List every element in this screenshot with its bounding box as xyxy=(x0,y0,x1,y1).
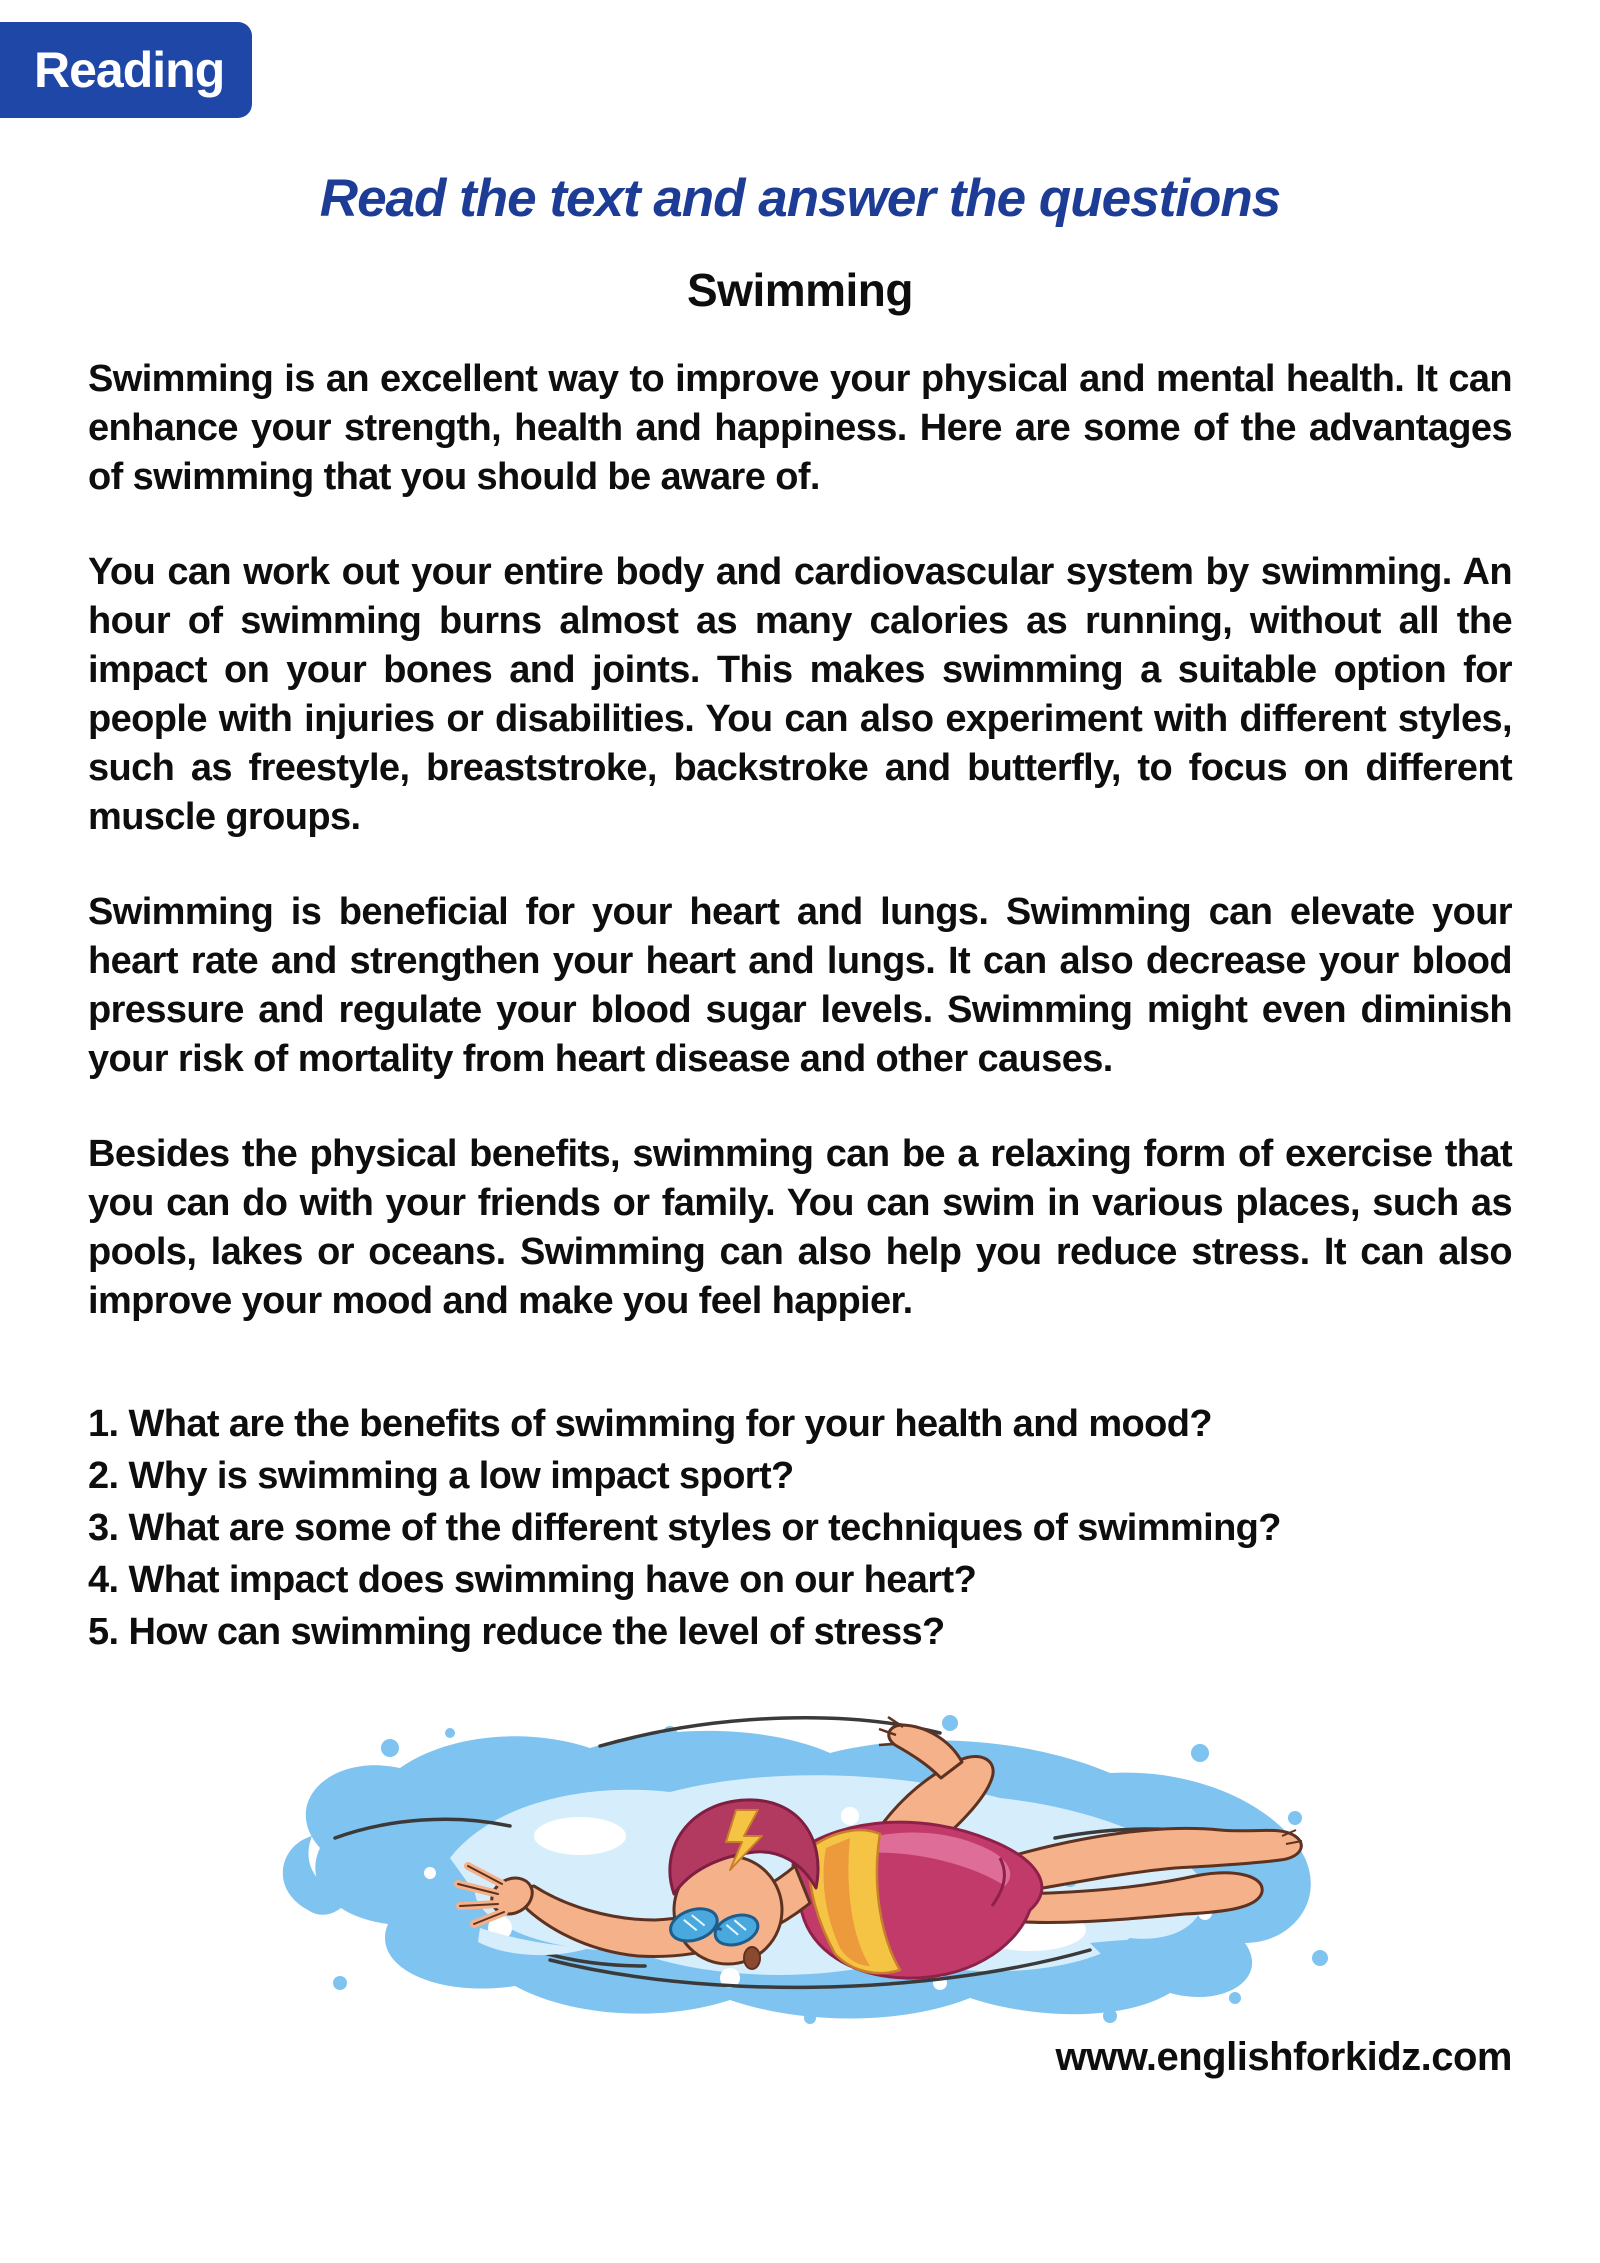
paragraph: You can work out your entire body and cardiovascular system by swimming. An hour of swimming burns almost as many calories as running, without all the impact on your bones and joints. This makes swimming a suitable option for people with injuries or disabilities. You can also experiment with different styles, such as freestyle, breaststroke, backstroke and butterfly, to focus on different muscle groups. xyxy=(88,551,1512,838)
swimmer-illustration xyxy=(0,1698,1600,2033)
page-title: Swimming xyxy=(686,264,914,316)
question-item: 3. What are some of the different styles or techniques of swimming? xyxy=(88,1507,1281,1549)
website-url: www.englishforkidz.com xyxy=(1055,2035,1512,2079)
paragraph: Besides the physical benefits, swimming can be a relaxing form of exercise that you can do with your friends or family. You can swim in various places, such as pools, lakes or oceans. Swimming can also help you reduce stress. It can also improve your mood and make you feel happier. xyxy=(88,1133,1512,1322)
question-item: 4. What impact does swimming have on our heart? xyxy=(88,1559,977,1601)
reading-badge xyxy=(0,22,252,118)
swimmer-illustration-svg xyxy=(250,1698,1350,2028)
reading-badge-label: Reading xyxy=(34,42,225,98)
questions-list xyxy=(88,1398,1512,1658)
instruction-heading: Read the text and answer the questions xyxy=(319,169,1281,228)
reading-text xyxy=(0,355,1600,1658)
question-item: 2. Why is swimming a low impact sport? xyxy=(88,1455,794,1497)
paragraph: Swimming is beneficial for your heart and lungs. Swimming can elevate your heart rate and strengthen your heart and lungs. It can also decrease your blood pressure and regulate your blood sugar levels. Swimming might even diminish your risk of mortality from heart disease and other causes. xyxy=(88,891,1512,1080)
question-item: 1. What are the benefits of swimming for your health and mood? xyxy=(88,1403,1213,1445)
swimmer-mouth xyxy=(744,1947,760,1969)
paragraph: Swimming is an excellent way to improve your physical and mental health. It can enhance your strength, health and happiness. Here are some of the advantages of swimming that you should be aware of. xyxy=(88,358,1512,498)
question-item: 5. How can swimming reduce the level of stress? xyxy=(88,1611,945,1653)
